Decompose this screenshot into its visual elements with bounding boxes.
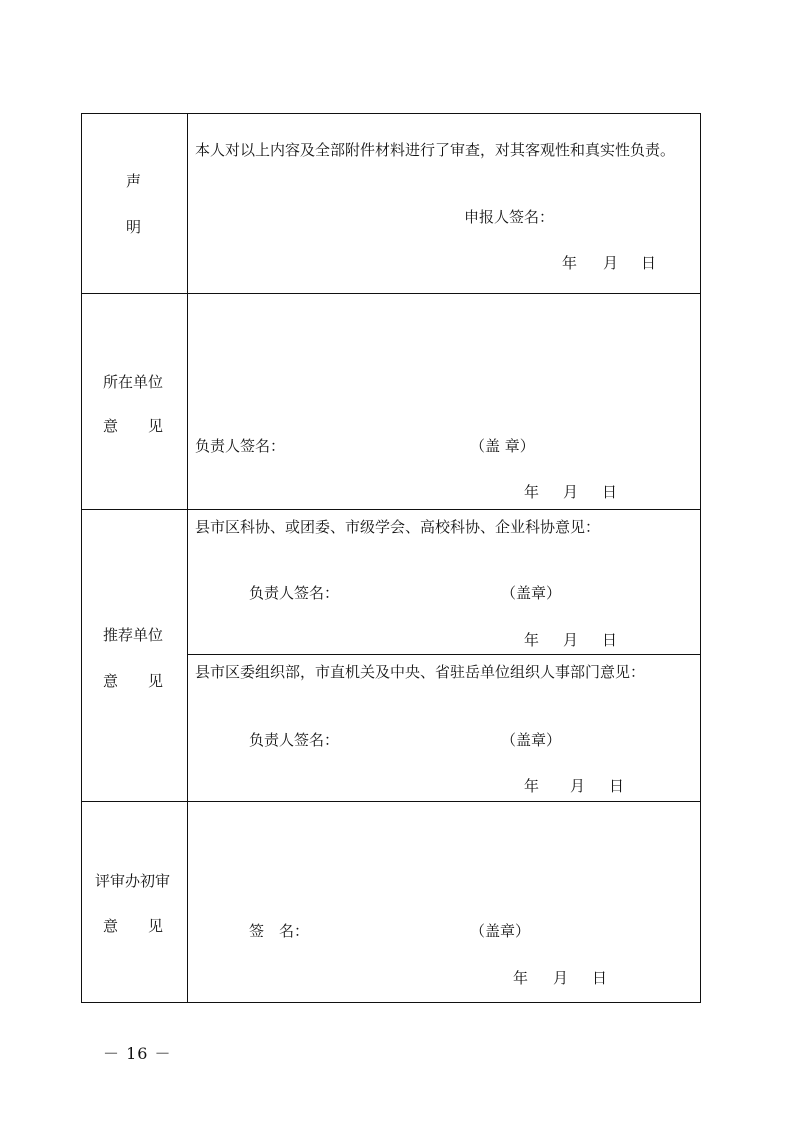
- review-opinion-seal: （盖章）: [470, 922, 531, 940]
- review-opinion-signature-label: 签 名：: [249, 922, 310, 940]
- recommend-second-date-day: 日: [609, 777, 625, 795]
- recommend-first-date-day: 日: [602, 631, 618, 649]
- page-number: － 16 －: [103, 1044, 172, 1063]
- label-column-divider: [187, 113, 188, 1003]
- recommend-first-signature-label: 负责人签名：: [249, 584, 340, 602]
- row-divider-declaration: [81, 293, 701, 294]
- unit-opinion-date-day: 日: [602, 483, 618, 501]
- declaration-date-month: 月: [603, 254, 619, 272]
- row-divider-unit: [81, 509, 701, 510]
- review-opinion-label-line1: 评审办初审: [95, 872, 171, 890]
- table-left-border: [81, 113, 82, 1003]
- recommend-second-seal: （盖章）: [501, 731, 562, 749]
- declaration-signature-label: 申报人签名：: [464, 208, 555, 226]
- review-opinion-label-line2: 意 见: [103, 917, 164, 935]
- recommend-second-signature-label: 负责人签名：: [249, 731, 340, 749]
- unit-opinion-date-month: 月: [563, 483, 579, 501]
- recommend-first-seal: （盖章）: [501, 584, 562, 602]
- subrow-divider-recommend: [187, 654, 701, 655]
- unit-opinion-label-line1: 所在单位: [103, 373, 164, 391]
- table-bottom-border: [81, 1002, 701, 1003]
- recommend-second-date-year: 年: [524, 777, 540, 795]
- recommend-second-date-month: 月: [570, 777, 586, 795]
- recommend-first-date-year: 年: [524, 631, 540, 649]
- review-opinion-date-year: 年: [513, 969, 529, 987]
- declaration-date-year: 年: [562, 254, 578, 272]
- table-top-border: [81, 113, 701, 114]
- table-right-border: [700, 113, 701, 1003]
- recommend-opinion-label-line2: 意 见: [103, 672, 164, 690]
- recommend-opinion-label-line1: 推荐单位: [103, 626, 164, 644]
- recommend-first-date-month: 月: [563, 631, 579, 649]
- declaration-date-day: 日: [641, 254, 657, 272]
- review-opinion-date-day: 日: [592, 969, 608, 987]
- unit-opinion-seal: （盖 章）: [470, 437, 535, 455]
- recommend-second-title: 县市区委组织部，市直机关及中央、省驻岳单位组织人事部门意见：: [195, 663, 646, 681]
- review-opinion-date-month: 月: [553, 969, 569, 987]
- unit-opinion-label-line2: 意 见: [103, 417, 164, 435]
- row-divider-recommend: [81, 801, 701, 802]
- recommend-first-title: 县市区科协、或团委、市级学会、高校科协、企业科协意见：: [195, 518, 601, 536]
- unit-opinion-date-year: 年: [524, 483, 540, 501]
- declaration-label-line1: 声: [126, 172, 142, 190]
- unit-opinion-signature-label: 负责人签名：: [195, 437, 286, 455]
- declaration-statement: 本人对以上内容及全部附件材料进行了审查，对其客观性和真实性负责。: [195, 141, 676, 159]
- declaration-label-line2: 明: [126, 218, 142, 236]
